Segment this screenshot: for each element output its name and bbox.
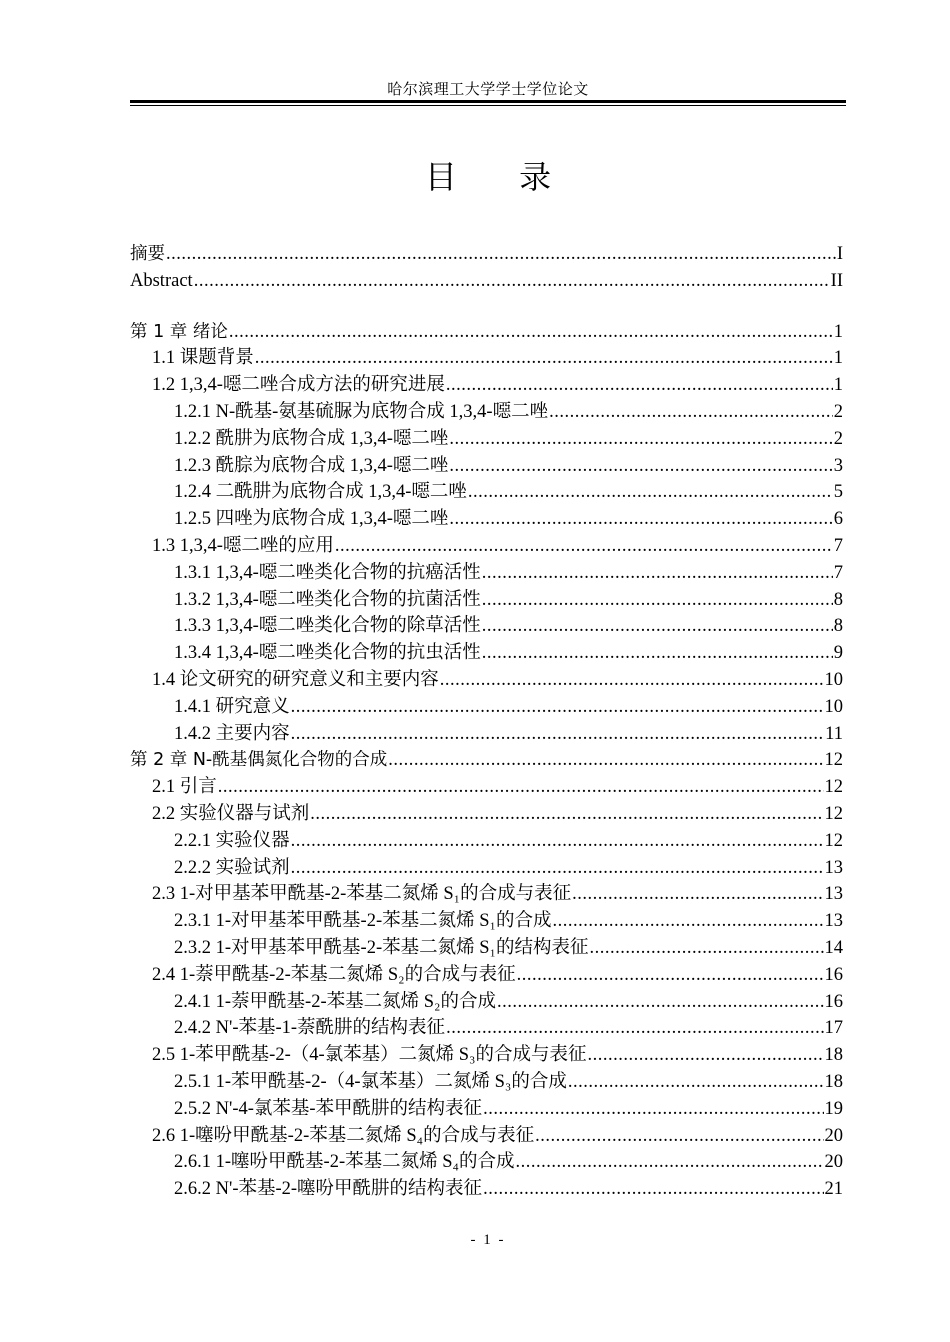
toc-entry[interactable] bbox=[130, 372, 843, 399]
toc-entry-label: 1.2.3 酰腙为底物合成 1,3,4-噁二唑 bbox=[174, 455, 449, 476]
toc-entry[interactable] bbox=[130, 1176, 843, 1203]
toc-entry[interactable] bbox=[130, 345, 843, 372]
toc-entry-page: 1 bbox=[833, 321, 843, 342]
toc-leader-dots bbox=[440, 667, 824, 694]
toc-entry-page: 12 bbox=[824, 830, 843, 851]
toc-leader-dots bbox=[194, 268, 830, 295]
toc-leader-dots bbox=[388, 747, 823, 774]
toc-entry-page: 16 bbox=[824, 964, 843, 985]
toc-entry[interactable] bbox=[130, 319, 843, 346]
toc-spacer bbox=[130, 295, 843, 319]
toc-entry[interactable] bbox=[130, 1123, 843, 1150]
toc-leader-dots bbox=[449, 506, 832, 533]
toc-leader-dots bbox=[310, 801, 823, 828]
toc-entry-page: 18 bbox=[824, 1071, 843, 1092]
toc-leader-dots bbox=[482, 587, 833, 614]
toc-entry[interactable] bbox=[130, 587, 843, 614]
toc-entry[interactable] bbox=[130, 1042, 843, 1069]
toc-entry-page: 2 bbox=[833, 428, 843, 449]
toc-entry-page: 7 bbox=[833, 562, 843, 583]
toc-entry-page: 6 bbox=[833, 509, 843, 530]
toc-entry-label: 第 1 章 绪论 bbox=[130, 321, 228, 342]
toc-entry[interactable] bbox=[130, 506, 843, 533]
toc-leader-dots bbox=[218, 774, 824, 801]
toc-entry-label: 1.4.2 主要内容 bbox=[174, 723, 290, 744]
toc-entry[interactable] bbox=[130, 721, 843, 748]
toc-entry[interactable] bbox=[130, 747, 843, 774]
toc-entry-label: 2.6.2 N'-苯基-2-噻吩甲酰肼的结构表征 bbox=[174, 1179, 483, 1200]
toc-entry-label: 1.2.4 二酰肼为底物合成 1,3,4-噁二唑 bbox=[174, 482, 467, 503]
toc-leader-dots bbox=[291, 855, 824, 882]
toc-entry[interactable] bbox=[130, 667, 843, 694]
page-number: - 1 - bbox=[470, 1232, 506, 1248]
toc-entry-label: 2.3 1-对甲基苯甲酰基-2-苯基二氮烯 S₁的合成与表征 bbox=[152, 884, 572, 905]
toc-entry-page: 12 bbox=[824, 803, 843, 824]
toc-leader-dots bbox=[515, 1149, 823, 1176]
toc-leader-dots bbox=[568, 1069, 824, 1096]
toc-entry-page: 1 bbox=[833, 375, 843, 396]
toc-entry-page: 2 bbox=[833, 401, 843, 422]
toc-entry-page: 9 bbox=[833, 643, 843, 664]
toc-entry-page: 21 bbox=[824, 1179, 843, 1200]
toc-leader-dots bbox=[449, 426, 832, 453]
toc-entry-label: 2.2.2 实验试剂 bbox=[174, 857, 290, 878]
toc-entry-page: 1 bbox=[833, 348, 843, 369]
toc-entry-label: 1.2.1 N-酰基-氨基硫脲为底物合成 1,3,4-噁二唑 bbox=[174, 401, 549, 422]
toc-entry-label: 1.3.4 1,3,4-噁二唑类化合物的抗虫活性 bbox=[174, 643, 481, 664]
toc-leader-dots bbox=[517, 962, 824, 989]
toc-entry[interactable] bbox=[130, 828, 843, 855]
toc-entry-page: 13 bbox=[824, 857, 843, 878]
toc-leader-dots bbox=[483, 1096, 823, 1123]
toc-entry-page: 17 bbox=[824, 1018, 843, 1039]
toc-leader-dots bbox=[166, 241, 836, 268]
toc-entry-label: 2.5.2 N'-4-氯苯基-苯甲酰肼的结构表征 bbox=[174, 1098, 483, 1119]
toc-entry[interactable] bbox=[130, 399, 843, 426]
toc-leader-dots bbox=[482, 640, 833, 667]
toc-entry-label: 2.5.1 1-苯甲酰基-2-（4-氯苯基）二氮烯 S₃的合成 bbox=[174, 1071, 567, 1092]
toc-entry[interactable] bbox=[130, 1096, 843, 1123]
running-header: 哈尔滨理工大学学士学位论文 bbox=[387, 82, 589, 98]
toc-leader-dots bbox=[572, 881, 823, 908]
toc-entry[interactable] bbox=[130, 1069, 843, 1096]
toc-entry[interactable] bbox=[130, 801, 843, 828]
toc-entry-label: 2.6.1 1-噻吩甲酰基-2-苯基二氮烯 S₄的合成 bbox=[174, 1152, 515, 1173]
toc-entry[interactable] bbox=[130, 479, 843, 506]
toc-leader-dots bbox=[468, 479, 833, 506]
toc-entry[interactable] bbox=[130, 935, 843, 962]
toc-entry-label: 1.2 1,3,4-噁二唑合成方法的研究进展 bbox=[152, 375, 445, 396]
toc-leader-dots bbox=[229, 319, 833, 346]
toc-entry-label: 2.3.1 1-对甲基苯甲酰基-2-苯基二氮烯 S₁的合成 bbox=[174, 911, 552, 932]
toc-entry-label: 1.2.2 酰肼为底物合成 1,3,4-噁二唑 bbox=[174, 428, 449, 449]
toc-entry-page: 7 bbox=[833, 535, 843, 556]
toc-entry[interactable] bbox=[130, 855, 843, 882]
toc-leader-dots bbox=[291, 721, 825, 748]
toc-entry-label: 2.6 1-噻吩甲酰基-2-苯基二氮烯 S₄的合成与表征 bbox=[152, 1125, 535, 1146]
toc-entry[interactable] bbox=[130, 1015, 843, 1042]
toc-leader-dots bbox=[449, 453, 832, 480]
toc-entry-label: 1.3.1 1,3,4-噁二唑类化合物的抗癌活性 bbox=[174, 562, 481, 583]
toc-entry-page: 8 bbox=[833, 616, 843, 637]
toc-entry-page: 14 bbox=[824, 937, 843, 958]
toc-leader-dots bbox=[535, 1123, 823, 1150]
toc-entry-label: Abstract bbox=[130, 270, 193, 291]
toc-entry[interactable] bbox=[130, 560, 843, 587]
toc-entry-label: 1.3.3 1,3,4-噁二唑类化合物的除草活性 bbox=[174, 616, 481, 637]
toc-entry-page: 13 bbox=[824, 911, 843, 932]
toc-entry-page: 10 bbox=[824, 669, 843, 690]
toc-leader-dots bbox=[291, 828, 824, 855]
toc-entry-label: 2.2 实验仪器与试剂 bbox=[152, 803, 310, 824]
toc-leader-dots bbox=[291, 694, 824, 721]
toc-leader-dots bbox=[589, 935, 823, 962]
toc-entry-label: 1.4.1 研究意义 bbox=[174, 696, 290, 717]
toc-entry-page: II bbox=[830, 270, 843, 291]
toc-entry-page: 5 bbox=[833, 482, 843, 503]
toc-entry-label: 第 2 章 N-酰基偶氮化合物的合成 bbox=[130, 750, 388, 771]
toc-entry-page: 13 bbox=[824, 884, 843, 905]
toc-entry[interactable] bbox=[130, 268, 843, 295]
toc-leader-dots bbox=[549, 399, 833, 426]
toc-entry-label: 1.4 论文研究的研究意义和主要内容 bbox=[152, 669, 439, 690]
toc-entry[interactable] bbox=[130, 1149, 843, 1176]
toc-entry-label: 摘要 bbox=[130, 244, 165, 264]
toc-entry[interactable] bbox=[130, 694, 843, 721]
toc-entry-page: 11 bbox=[825, 723, 843, 744]
toc-entry-page: 20 bbox=[824, 1152, 843, 1173]
toc-entry[interactable] bbox=[130, 989, 843, 1016]
header-rule-thin bbox=[130, 105, 846, 106]
table-of-contents bbox=[130, 241, 843, 1203]
toc-entry-label: 2.4 1-萘甲酰基-2-苯基二氮烯 S₂的合成与表征 bbox=[152, 964, 516, 985]
toc-leader-dots bbox=[483, 1176, 823, 1203]
toc-entry-page: 12 bbox=[824, 777, 843, 798]
toc-entry-label: 2.5 1-苯甲酰基-2-（4-氯苯基）二氮烯 S₃的合成与表征 bbox=[152, 1045, 587, 1066]
toc-entry-label: 2.2.1 实验仪器 bbox=[174, 830, 290, 851]
toc-entry-page: 8 bbox=[833, 589, 843, 610]
toc-entry-label: 2.4.2 N'-苯基-1-萘酰肼的结构表征 bbox=[174, 1018, 446, 1039]
toc-entry[interactable] bbox=[130, 774, 843, 801]
toc-entry-page: 10 bbox=[824, 696, 843, 717]
toc-entry[interactable] bbox=[130, 613, 843, 640]
toc-leader-dots bbox=[446, 1015, 823, 1042]
header-rule-thick bbox=[130, 100, 846, 103]
toc-entry[interactable] bbox=[130, 962, 843, 989]
toc-entry[interactable] bbox=[130, 453, 843, 480]
toc-entry-label: 2.1 引言 bbox=[152, 777, 217, 798]
toc-leader-dots bbox=[255, 345, 833, 372]
toc-entry-label: 1.1 课题背景 bbox=[152, 348, 254, 369]
toc-entry-page: 16 bbox=[824, 991, 843, 1012]
toc-entry-page: 19 bbox=[824, 1098, 843, 1119]
toc-entry-label: 2.4.1 1-萘甲酰基-2-苯基二氮烯 S₂的合成 bbox=[174, 991, 496, 1012]
toc-entry-label: 1.2.5 四唑为底物合成 1,3,4-噁二唑 bbox=[174, 509, 449, 530]
toc-entry-page: 3 bbox=[833, 455, 843, 476]
toc-leader-dots bbox=[552, 908, 823, 935]
toc-entry-label: 1.3 1,3,4-噁二唑的应用 bbox=[152, 535, 334, 556]
toc-entry[interactable] bbox=[130, 426, 843, 453]
toc-leader-dots bbox=[497, 989, 824, 1016]
toc-entry-page: 18 bbox=[824, 1045, 843, 1066]
toc-leader-dots bbox=[482, 560, 833, 587]
toc-entry[interactable] bbox=[130, 533, 843, 560]
toc-entry[interactable] bbox=[130, 908, 843, 935]
toc-leader-dots bbox=[335, 533, 833, 560]
toc-entry-page: 12 bbox=[824, 750, 843, 771]
toc-entry-label: 1.3.2 1,3,4-噁二唑类化合物的抗菌活性 bbox=[174, 589, 481, 610]
toc-entry[interactable] bbox=[130, 640, 843, 667]
toc-title: 目 录 bbox=[424, 158, 578, 196]
toc-entry-page: I bbox=[836, 244, 843, 264]
toc-entry[interactable] bbox=[130, 241, 843, 268]
toc-leader-dots bbox=[482, 613, 833, 640]
toc-leader-dots bbox=[446, 372, 833, 399]
toc-leader-dots bbox=[588, 1042, 824, 1069]
toc-entry[interactable] bbox=[130, 881, 843, 908]
toc-entry-label: 2.3.2 1-对甲基苯甲酰基-2-苯基二氮烯 S₁的结构表征 bbox=[174, 937, 589, 958]
toc-entry-page: 20 bbox=[824, 1125, 843, 1146]
